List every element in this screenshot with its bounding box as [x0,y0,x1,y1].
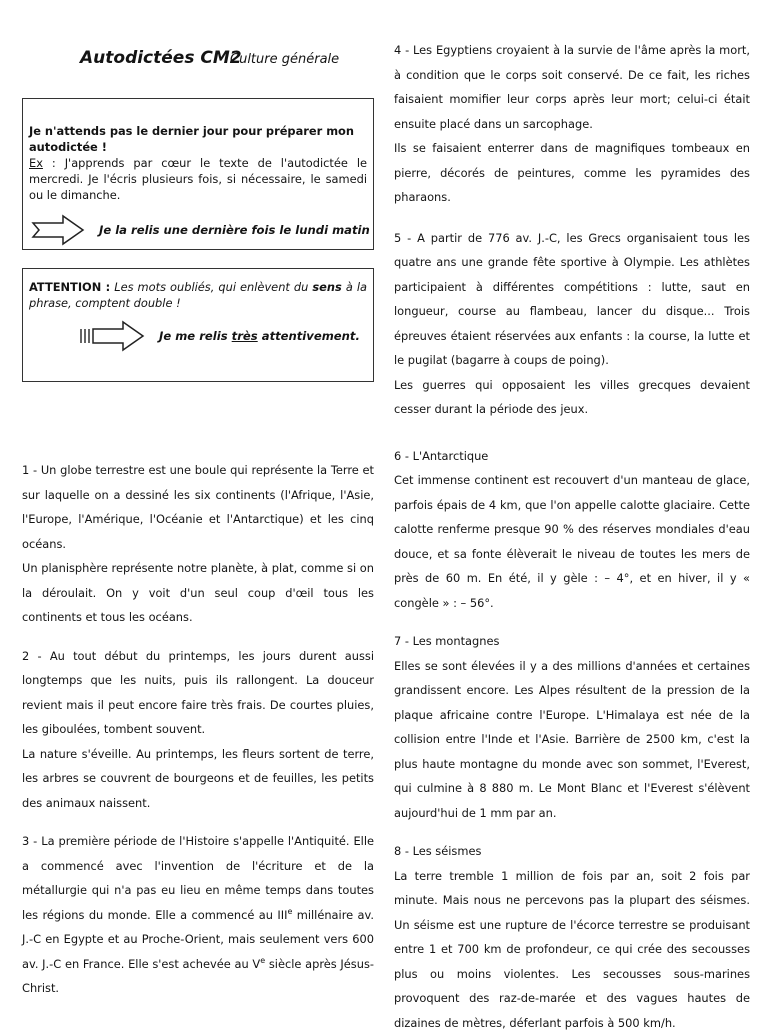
attention-arrow-text [159,329,360,343]
section-5-para-1: 5 - A partir de 776 av. J.-C, les Grecs organisaient tous les quatre ans une grande fête sportive à Olympie. Les athlètes participaient à différentes compétitions : lutte, saut en longueur, course au flambeau, lancer du disque... Trois épreuves étaient réservées aux enfants : la course, la lutte et le pugilat (bagarre à coups de poing). [394,226,750,373]
attention-arrow-row [29,319,367,353]
preparation-arrow-row [29,213,367,247]
section-5-para-2: Les guerres qui opposaient les villes grecques devaient cesser durant la période des jeux. [394,373,750,422]
section-4-para-2: Ils se faisaient enterrer dans de magnifiques tombeaux en pierre, décorés de peintures, comme les pyramides des pharaons. [394,136,750,210]
preparation-box [22,98,374,250]
section-3-c: siècle après Jésus-Christ. [22,957,374,996]
attention-text-b: à la phrase, comptent double ! [29,280,367,310]
section-8-para: La terre tremble 1 million de fois par an, soit 2 fois par minute. Mais nous ne percevons pas la plupart des séismes. Un séisme est une rupture de l'écorce terrestre se produisant entre 1 et 700 km de profondeur, ce qui crée des secousses plus ou moins violentes. Les secousses sous-marines provoquent des raz-de-marée et des vagues hautes de dizaines de mètres, déferlant parfois à 500 km/h. [394,864,750,1035]
section-1-para-1: 1 - Un globe terrestre est une boule qui représente la Terre et sur laquelle on a dessiné les six continents (l'Afrique, l'Asie, l'Europe, l'Amérique, l'Océanie et l'Antarctique) et les cinq océans. [22,458,374,556]
attention-arrow-a: Je me relis [159,329,232,343]
section-3-sup-2: e [260,956,265,965]
attention-arrow-b: attentivement. [258,329,360,343]
section-7-para: Elles se sont élevées il y a des millions d'années et certaines grandissent encore. Les Alpes résultent de la pression de la plaque africaine contre l'Europe. L'Himalaya est née de la collision entre l'Inde et l'Asie. Barrière de 2500 km, c'est la plus haute montagne du monde avec son sommet, l'Everest, qui culmine à 8 880 m. Le Mont Blanc et l'Everest s'élèvent aujourd'hui de 1 mm par an. [394,654,750,826]
right-column [394,38,750,1035]
section-4-para-1: 4 - Les Egyptiens croyaient à la survie de l'âme après la mort, à condition que le corps soit conservé. De ce fait, les riches faisaient momifier leur corps après leur mort; celui-ci était ensuite placé dans un sarcophage. [394,38,750,136]
example-text: : J'apprends par cœur le texte de l'autodictée le mercredi. Je l'écris plusieurs fois, si nécessaire, le samedi ou le dimanche. [29,156,367,202]
preparation-arrow-text: Je la relis une dernière fois le lundi matin [99,223,370,237]
page-subtitle: Culture générale [230,52,339,67]
attention-text [29,279,367,311]
section-6-heading: 6 - L'Antarctique [394,444,750,469]
page-title: Autodictées CM2 [80,48,242,68]
attention-box [22,268,374,382]
attention-arrow-under: très [232,329,258,343]
section-3-sup-1: e [287,907,292,916]
striped-arrow-icon [77,319,147,353]
section-3-a: 3 - La première période de l'Histoire s'appelle l'Antiquité. Elle a commencé avec l'invention de l'écriture et de la métallurgie qui n'a pas eu lieu en même temps dans toutes les régions du monde. Elle a commencé au III [22,834,374,922]
section-3-b: millénaire av. J.-C en Egypte et au Proche-Orient, mais seulement vers 600 av. J.-C en France. Elle s'est achevée au V [22,908,374,971]
section-1-para-2: Un planisphère représente notre planète, à plat, comme si on la déroulait. On y voit d'un seul coup d'œil tous les continents et tous les océans. [22,556,374,630]
attention-label: ATTENTION : [29,280,110,294]
attention-text-bold: sens [312,280,341,294]
section-2-para-1: 2 - Au tout début du printemps, les jours durent aussi longtemps que les nuits, puis ils rallongent. La douceur revient mais il peut encore faire très frais. De courtes pluies, les giboulées, tombent souvent. [22,644,374,742]
section-8-heading: 8 - Les séismes [394,839,750,864]
example-label: Ex [29,156,43,170]
section-3-para [22,829,374,1001]
section-6-para: Cet immense continent est recouvert d'un manteau de glace, parfois épais de 4 km, que l'on appelle calotte glaciaire. Cette calotte renferme presque 90 % des réserves mondiales d'eau douce, et sa fonte élèverait le niveau de toutes les mers de près de 60 m. En été, il y gèle : – 4°, et en hiver, il y « congèle » : – 56°. [394,468,750,615]
attention-text-a: Les mots oubliés, qui enlèvent du [110,280,312,294]
preparation-example [29,155,367,203]
preparation-heading: Je n'attends pas le dernier jour pour préparer mon autodictée ! [29,123,367,155]
left-column [22,40,374,1001]
page-header [22,40,374,80]
right-arrow-icon [29,213,87,247]
section-7-heading: 7 - Les montagnes [394,629,750,654]
section-2-para-2: La nature s'éveille. Au printemps, les fleurs sortent de terre, les arbres se couvrent de bourgeons et de feuilles, les petits des animaux naissent. [22,742,374,816]
